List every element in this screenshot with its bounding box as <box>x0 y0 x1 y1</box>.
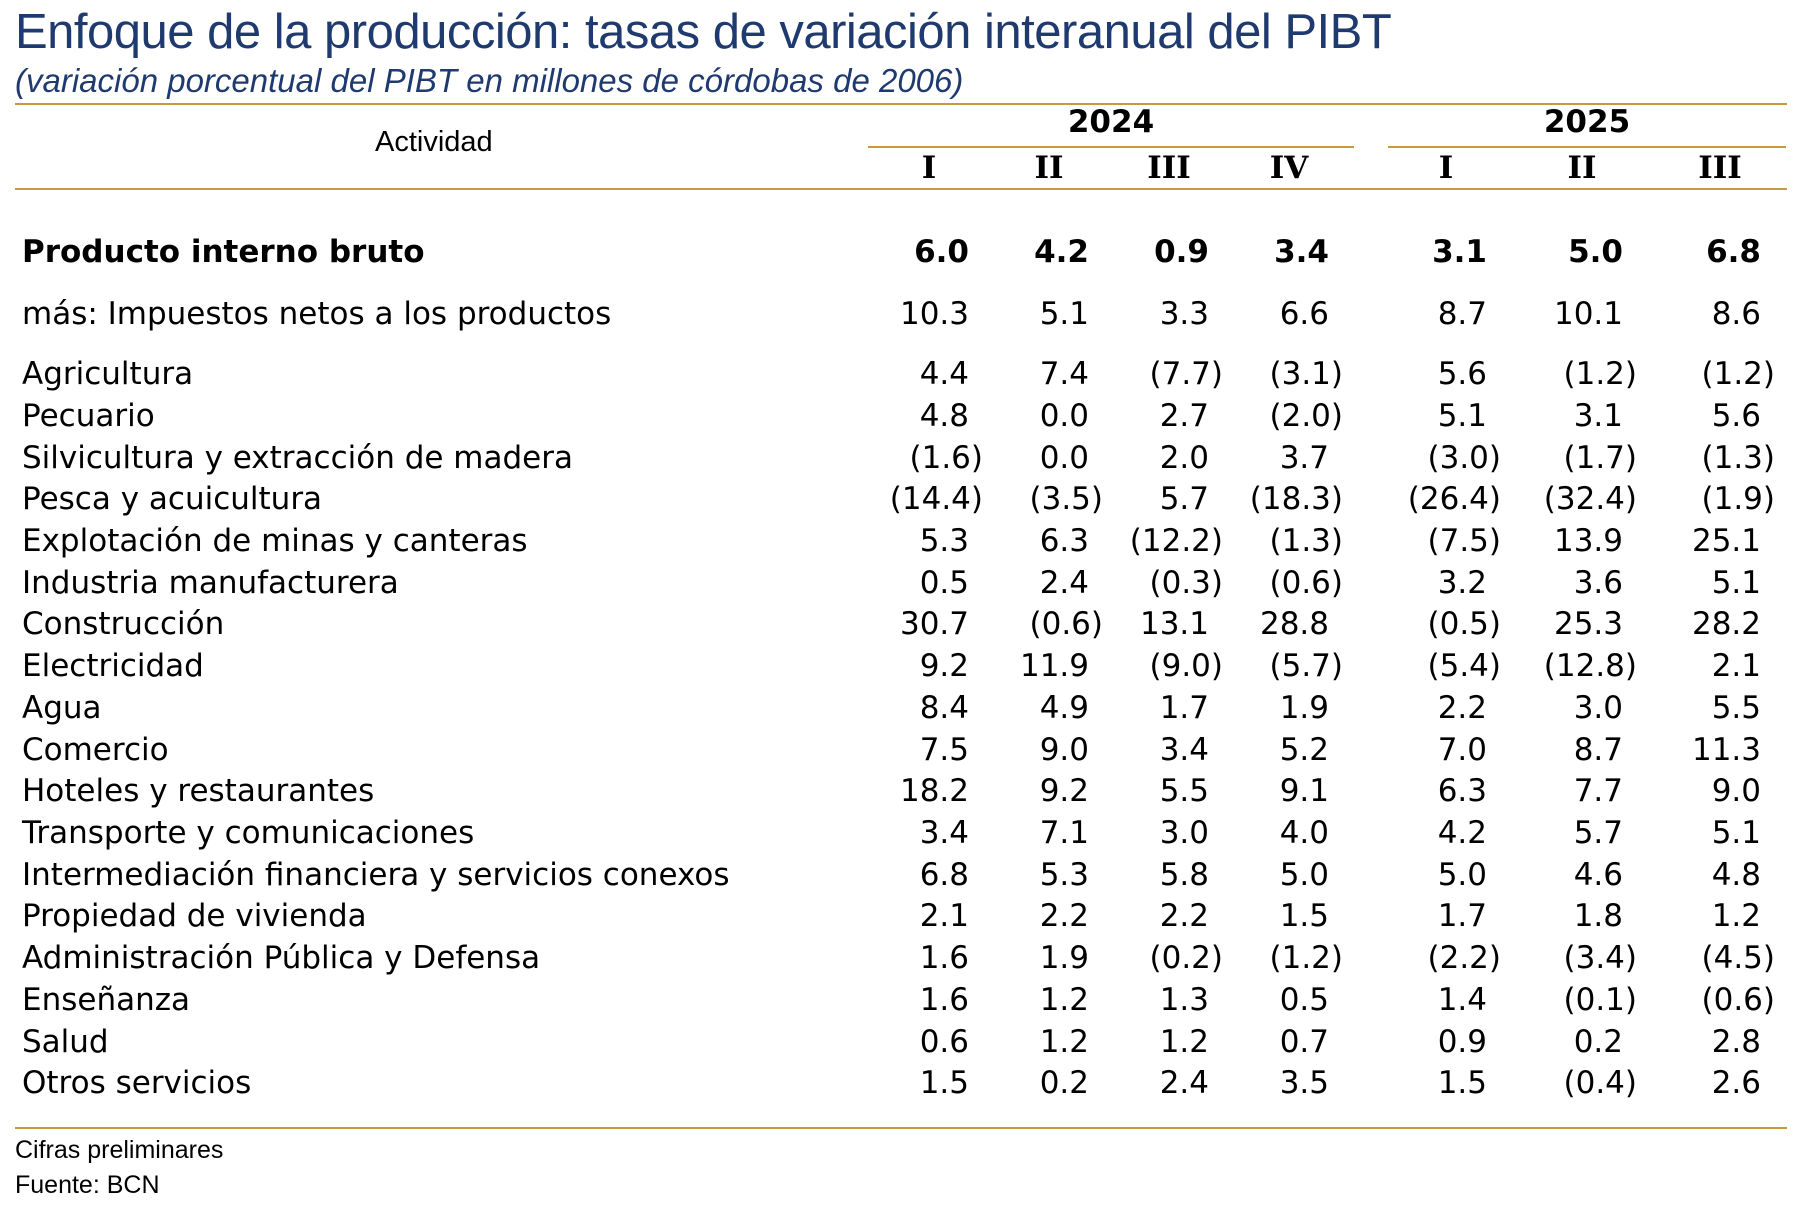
year-2025-underline <box>1388 146 1786 148</box>
value-cell: 10.1 <box>1553 296 1623 332</box>
value-cell: 8.4 <box>919 690 969 726</box>
value-cell: 5.1 <box>1711 815 1761 851</box>
row-label: Explotación de minas y canteras <box>22 523 528 559</box>
value-cell: (18.3) <box>1249 481 1343 517</box>
value-cell: 5.3 <box>1039 857 1089 893</box>
value-cell: 10.3 <box>899 296 969 332</box>
row-label: Agricultura <box>22 356 194 392</box>
value-cell: (7.5) <box>1427 523 1501 559</box>
table-row <box>0 1065 1794 1107</box>
value-cell: 6.8 <box>1706 234 1761 270</box>
value-cell: (0.6) <box>1269 565 1343 601</box>
quarter-header: IV <box>1269 150 1309 186</box>
value-cell: (5.7) <box>1269 648 1343 684</box>
table-row <box>0 940 1794 982</box>
value-cell: (7.7) <box>1149 356 1223 392</box>
value-cell: (2.0) <box>1269 398 1343 434</box>
value-cell: 1.9 <box>1039 940 1089 976</box>
value-cell: 4.0 <box>1279 815 1329 851</box>
value-cell: 7.1 <box>1039 815 1089 851</box>
table-row <box>0 296 1794 338</box>
value-cell: 5.3 <box>919 523 969 559</box>
row-label: Administración Pública y Defensa <box>22 940 541 976</box>
value-cell: (0.1) <box>1563 982 1637 1018</box>
value-cell: (1.2) <box>1701 356 1775 392</box>
value-cell: 9.0 <box>1039 732 1089 768</box>
table-row <box>0 732 1794 774</box>
value-cell: 9.2 <box>1039 773 1089 809</box>
footnote-source: Fuente: BCN <box>15 1171 160 1199</box>
row-label: Transporte y comunicaciones <box>22 815 475 851</box>
value-cell: (0.2) <box>1149 940 1223 976</box>
value-cell: 5.1 <box>1437 398 1487 434</box>
row-label: Agua <box>22 690 102 726</box>
quarter-header: I <box>921 150 937 186</box>
value-cell: 8.7 <box>1573 732 1623 768</box>
value-cell: 6.8 <box>919 857 969 893</box>
value-cell: (1.3) <box>1269 523 1343 559</box>
year-2024-underline <box>868 146 1354 148</box>
value-cell: 3.3 <box>1159 296 1209 332</box>
value-cell: (3.1) <box>1269 356 1343 392</box>
value-cell: 1.2 <box>1039 1024 1089 1060</box>
page-subtitle: (variación porcentual del PIBT en millones de córdobas de 2006) <box>15 62 964 99</box>
value-cell: 2.7 <box>1159 398 1209 434</box>
value-cell: 0.0 <box>1039 398 1089 434</box>
quarter-header: I <box>1438 150 1454 186</box>
value-cell: (1.3) <box>1701 440 1775 476</box>
value-cell: 3.0 <box>1573 690 1623 726</box>
value-cell: 1.6 <box>919 940 969 976</box>
value-cell: 5.8 <box>1159 857 1209 893</box>
value-cell: (1.9) <box>1701 481 1775 517</box>
table-row <box>0 356 1794 398</box>
value-cell: 3.4 <box>1159 732 1209 768</box>
value-cell: 1.5 <box>1279 898 1329 934</box>
value-cell: 0.7 <box>1279 1024 1329 1060</box>
table-row <box>0 857 1794 899</box>
value-cell: 3.4 <box>1274 234 1329 270</box>
table-row <box>0 523 1794 565</box>
value-cell: (1.7) <box>1563 440 1637 476</box>
value-cell: (3.4) <box>1563 940 1637 976</box>
value-cell: 3.7 <box>1279 440 1329 476</box>
value-cell: 7.0 <box>1437 732 1487 768</box>
table-row <box>0 440 1794 482</box>
value-cell: (1.2) <box>1269 940 1343 976</box>
value-cell: 28.8 <box>1259 606 1329 642</box>
value-cell: (1.6) <box>909 440 983 476</box>
value-cell: 5.6 <box>1711 398 1761 434</box>
value-cell: 4.9 <box>1039 690 1089 726</box>
value-cell: 6.0 <box>914 234 969 270</box>
row-label: Salud <box>22 1024 109 1060</box>
table-row <box>0 982 1794 1024</box>
year-header-2024: 2024 <box>1067 104 1155 140</box>
value-cell: 5.7 <box>1159 481 1209 517</box>
value-cell: 18.2 <box>899 773 969 809</box>
value-cell: (26.4) <box>1407 481 1501 517</box>
table-row <box>0 773 1794 815</box>
value-cell: 9.1 <box>1279 773 1329 809</box>
quarter-header: III <box>1698 150 1742 186</box>
value-cell: (3.0) <box>1427 440 1501 476</box>
row-label: Hoteles y restaurantes <box>22 773 375 809</box>
value-cell: 1.7 <box>1437 898 1487 934</box>
value-cell: (5.4) <box>1427 648 1501 684</box>
row-label: Pesca y acuicultura <box>22 481 323 517</box>
value-cell: (0.5) <box>1427 606 1501 642</box>
value-cell: 4.2 <box>1034 234 1089 270</box>
value-cell: 6.3 <box>1437 773 1487 809</box>
table-row <box>0 606 1794 648</box>
table-row <box>0 398 1794 440</box>
value-cell: (4.5) <box>1701 940 1775 976</box>
value-cell: 5.7 <box>1573 815 1623 851</box>
value-cell: 1.9 <box>1279 690 1329 726</box>
row-label: Industria manufacturera <box>22 565 399 601</box>
value-cell: 4.2 <box>1437 815 1487 851</box>
value-cell: 4.4 <box>919 356 969 392</box>
value-cell: 1.8 <box>1573 898 1623 934</box>
row-label: Construcción <box>22 606 225 642</box>
quarter-header: II <box>1567 150 1597 186</box>
value-cell: 5.0 <box>1437 857 1487 893</box>
table-row <box>0 481 1794 523</box>
value-cell: 5.5 <box>1159 773 1209 809</box>
value-cell: 5.1 <box>1039 296 1089 332</box>
value-cell: 11.9 <box>1019 648 1089 684</box>
value-cell: 2.6 <box>1711 1065 1761 1101</box>
table-row <box>0 815 1794 857</box>
row-label: Intermediación financiera y servicios conexos <box>22 857 730 893</box>
value-cell: 3.5 <box>1279 1065 1329 1101</box>
value-cell: (0.6) <box>1701 982 1775 1018</box>
value-cell: 9.0 <box>1711 773 1761 809</box>
value-cell: 5.0 <box>1568 234 1623 270</box>
value-cell: (14.4) <box>889 481 983 517</box>
value-cell: 25.1 <box>1691 523 1761 559</box>
row-label: Electricidad <box>22 648 204 684</box>
value-cell: 1.3 <box>1159 982 1209 1018</box>
value-cell: 3.6 <box>1573 565 1623 601</box>
footnote-preliminary: Cifras preliminares <box>15 1136 224 1164</box>
table-row <box>0 898 1794 940</box>
value-cell: 28.2 <box>1691 606 1761 642</box>
value-cell: 1.5 <box>1437 1065 1487 1101</box>
value-cell: 1.5 <box>919 1065 969 1101</box>
value-cell: 3.0 <box>1159 815 1209 851</box>
table-row <box>0 234 1794 276</box>
year-header-2025: 2025 <box>1543 104 1631 140</box>
table-row <box>0 690 1794 732</box>
value-cell: 0.6 <box>919 1024 969 1060</box>
quarter-header: III <box>1147 150 1191 186</box>
row-label: Enseñanza <box>22 982 191 1018</box>
value-cell: 2.1 <box>1711 648 1761 684</box>
table-row <box>0 648 1794 690</box>
value-cell: 5.6 <box>1437 356 1487 392</box>
row-label: Silvicultura y extracción de madera <box>22 440 573 476</box>
value-cell: 0.5 <box>919 565 969 601</box>
value-cell: 3.1 <box>1432 234 1487 270</box>
value-cell: 6.6 <box>1279 296 1329 332</box>
value-cell: 7.4 <box>1039 356 1089 392</box>
value-cell: 2.1 <box>919 898 969 934</box>
value-cell: 1.2 <box>1711 898 1761 934</box>
value-cell: 0.9 <box>1437 1024 1487 1060</box>
value-cell: 0.0 <box>1039 440 1089 476</box>
value-cell: 25.3 <box>1553 606 1623 642</box>
value-cell: 0.5 <box>1279 982 1329 1018</box>
value-cell: 3.1 <box>1573 398 1623 434</box>
value-cell: 5.1 <box>1711 565 1761 601</box>
value-cell: 5.0 <box>1279 857 1329 893</box>
value-cell: 2.2 <box>1159 898 1209 934</box>
row-label: Producto interno bruto <box>22 234 425 270</box>
value-cell: 2.0 <box>1159 440 1209 476</box>
value-cell: 0.2 <box>1573 1024 1623 1060</box>
value-cell: 1.6 <box>919 982 969 1018</box>
quarter-header: II <box>1034 150 1064 186</box>
value-cell: 2.2 <box>1039 898 1089 934</box>
value-cell: 2.4 <box>1039 565 1089 601</box>
value-cell: 3.4 <box>919 815 969 851</box>
value-cell: 6.3 <box>1039 523 1089 559</box>
value-cell: (1.2) <box>1563 356 1637 392</box>
value-cell: 7.7 <box>1573 773 1623 809</box>
value-cell: 1.7 <box>1159 690 1209 726</box>
value-cell: (12.8) <box>1543 648 1637 684</box>
value-cell: 8.6 <box>1711 296 1761 332</box>
value-cell: 1.2 <box>1039 982 1089 1018</box>
value-cell: 13.1 <box>1139 606 1209 642</box>
value-cell: 8.7 <box>1437 296 1487 332</box>
value-cell: 11.3 <box>1691 732 1761 768</box>
table-row <box>0 1024 1794 1066</box>
row-label: Pecuario <box>22 398 155 434</box>
value-cell: 5.2 <box>1279 732 1329 768</box>
page-title: Enfoque de la producción: tasas de variación interanual del PIBT <box>15 5 1392 59</box>
value-cell: 4.8 <box>1711 857 1761 893</box>
row-label: Propiedad de vivienda <box>22 898 367 934</box>
value-cell: 0.2 <box>1039 1065 1089 1101</box>
value-cell: 3.2 <box>1437 565 1487 601</box>
header-bottom-rule <box>15 188 1787 190</box>
value-cell: (0.6) <box>1029 606 1103 642</box>
value-cell: (0.3) <box>1149 565 1223 601</box>
value-cell: (12.2) <box>1129 523 1223 559</box>
table-bottom-rule <box>15 1127 1787 1129</box>
value-cell: (9.0) <box>1149 648 1223 684</box>
value-cell: 0.9 <box>1154 234 1209 270</box>
value-cell: (0.4) <box>1563 1065 1637 1101</box>
value-cell: 4.6 <box>1573 857 1623 893</box>
value-cell: (2.2) <box>1427 940 1501 976</box>
value-cell: 9.2 <box>919 648 969 684</box>
value-cell: (32.4) <box>1543 481 1637 517</box>
value-cell: 7.5 <box>919 732 969 768</box>
value-cell: 4.8 <box>919 398 969 434</box>
value-cell: 2.8 <box>1711 1024 1761 1060</box>
row-label: Otros servicios <box>22 1065 252 1101</box>
value-cell: 2.4 <box>1159 1065 1209 1101</box>
value-cell: 1.2 <box>1159 1024 1209 1060</box>
value-cell: 13.9 <box>1553 523 1623 559</box>
activity-column-header: Actividad <box>375 126 493 158</box>
value-cell: (3.5) <box>1029 481 1103 517</box>
row-label: más: Impuestos netos a los productos <box>22 296 612 332</box>
value-cell: 5.5 <box>1711 690 1761 726</box>
value-cell: 2.2 <box>1437 690 1487 726</box>
table-row <box>0 565 1794 607</box>
value-cell: 30.7 <box>899 606 969 642</box>
row-label: Comercio <box>22 732 169 768</box>
value-cell: 1.4 <box>1437 982 1487 1018</box>
